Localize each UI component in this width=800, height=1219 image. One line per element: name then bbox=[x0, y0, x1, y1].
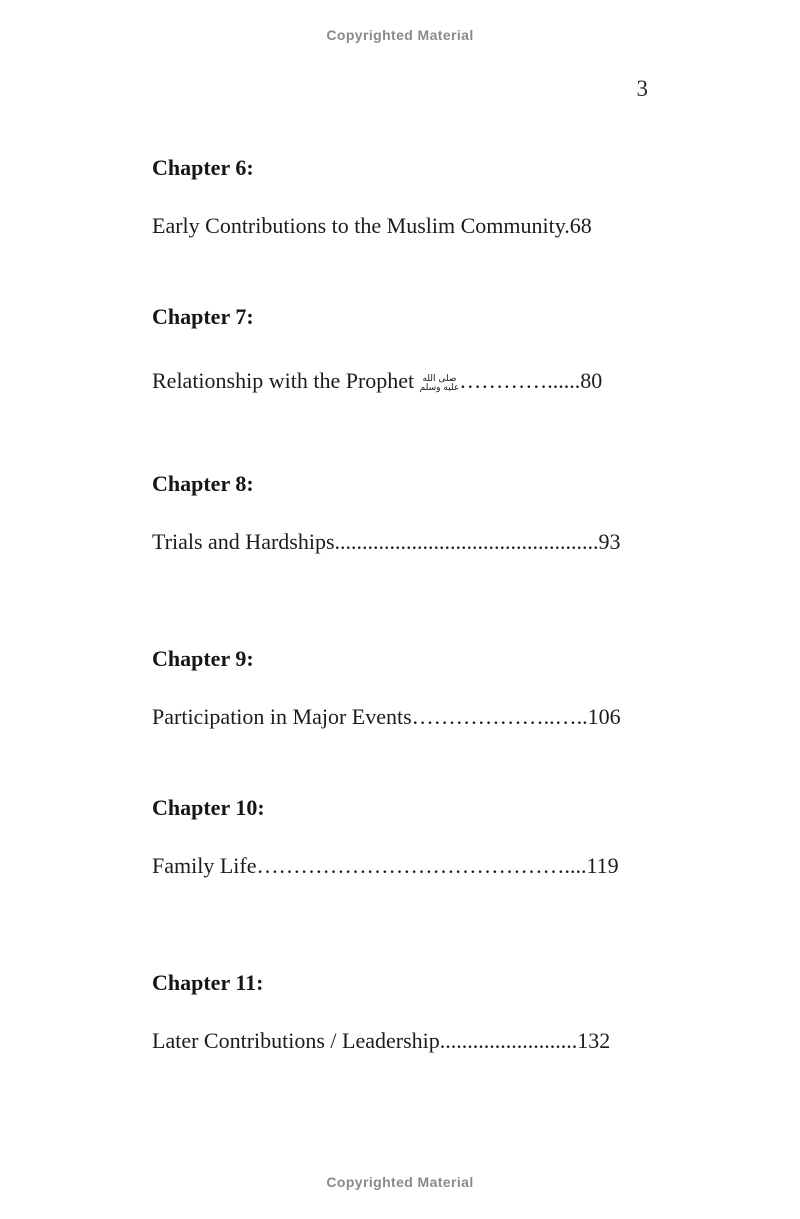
honorific-line-2: عليه وسلم bbox=[419, 383, 460, 393]
toc-entry-chapter-10 bbox=[152, 795, 652, 878]
toc-entry-chapter-6 bbox=[152, 155, 652, 238]
chapter-heading: Chapter 6: bbox=[152, 155, 254, 180]
honorific-line-1: صلى الله bbox=[422, 374, 457, 384]
toc-entry-chapter-11 bbox=[152, 970, 652, 1053]
chapter-title-line bbox=[152, 368, 602, 394]
page-number: 3 bbox=[636, 76, 648, 101]
copyright-notice-bottom: Copyrighted Material bbox=[326, 1174, 474, 1190]
copyright-notice-top: Copyrighted Material bbox=[326, 27, 474, 43]
chapter-title-line: Later Contributions / Leadership.........................132 bbox=[152, 1028, 611, 1053]
chapter-title-line: Early Contributions to the Muslim Community.68 bbox=[152, 213, 592, 238]
chapter-title-line: Trials and Hardships................................................93 bbox=[152, 529, 621, 554]
dot-leader-and-page: …………......80 bbox=[459, 368, 603, 393]
prophet-honorific-calligraphy bbox=[420, 375, 460, 393]
chapter-heading: Chapter 7: bbox=[152, 304, 254, 329]
chapter-heading: Chapter 10: bbox=[152, 795, 265, 820]
chapter-heading: Chapter 9: bbox=[152, 646, 254, 671]
toc-entry-chapter-8 bbox=[152, 471, 652, 554]
chapter-title-line: Participation in Major Events………………..…..106 bbox=[152, 704, 621, 729]
chapter-heading: Chapter 11: bbox=[152, 970, 264, 995]
toc-entry-chapter-9 bbox=[152, 646, 652, 729]
chapter-title-line: Family Life……………………………………....119 bbox=[152, 853, 619, 878]
chapter-heading: Chapter 8: bbox=[152, 471, 254, 496]
toc-entry-chapter-7 bbox=[152, 304, 652, 393]
chapter-title-text: Relationship with the Prophet bbox=[152, 368, 420, 393]
